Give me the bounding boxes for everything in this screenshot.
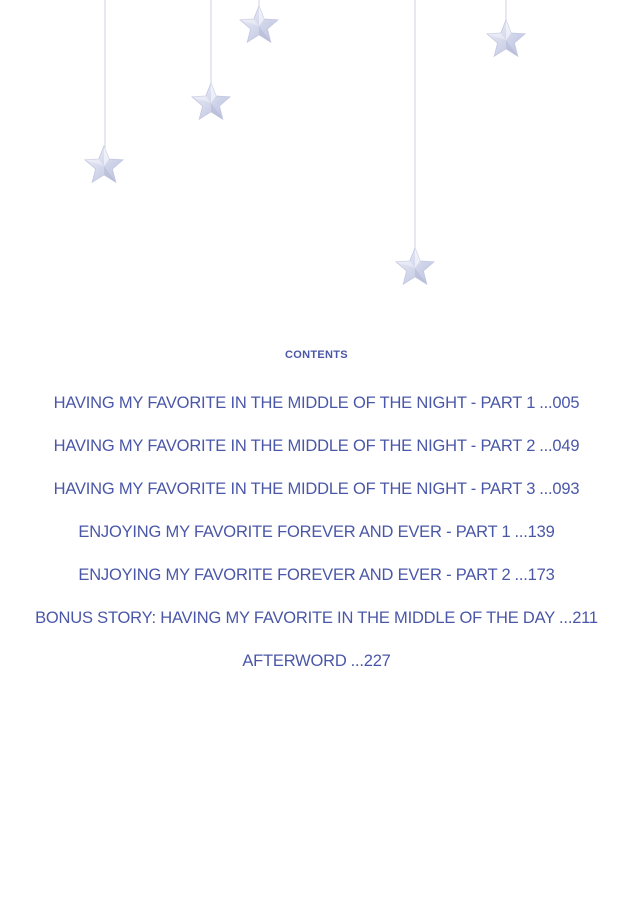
toc-entry-title: HAVING MY FAVORITE IN THE MIDDLE OF THE NIGHT - PART 1 — [53, 394, 536, 412]
star-icon — [85, 146, 123, 182]
toc-entry-page: ...005 — [539, 394, 580, 412]
toc-entry-page: ...227 — [350, 652, 391, 670]
toc-entry[interactable] — [0, 477, 633, 520]
toc-entry-title: AFTERWORD — [242, 652, 347, 670]
hanging-stars-decoration — [0, 0, 633, 300]
toc-entry[interactable] — [0, 434, 633, 477]
toc-entry-title: HAVING MY FAVORITE IN THE MIDDLE OF THE NIGHT - PART 3 — [53, 480, 536, 498]
table-of-contents — [0, 391, 633, 692]
star-icon — [487, 20, 525, 56]
toc-entry[interactable] — [0, 563, 633, 606]
toc-entry-title: ENJOYING MY FAVORITE FOREVER AND EVER - PART 2 — [78, 566, 511, 584]
toc-entry-page: ...139 — [514, 523, 555, 541]
toc-entry-title: HAVING MY FAVORITE IN THE MIDDLE OF THE NIGHT - PART 2 — [53, 437, 536, 455]
toc-entry[interactable] — [0, 520, 633, 563]
contents-heading: CONTENTS — [285, 349, 348, 361]
toc-entry[interactable] — [0, 391, 633, 434]
toc-entry-page: ...049 — [539, 437, 580, 455]
toc-entry-page: ...093 — [539, 480, 580, 498]
toc-entry[interactable] — [0, 606, 633, 649]
toc-entry-page: ...173 — [514, 566, 555, 584]
star-icon — [240, 6, 278, 42]
star-icon — [396, 248, 434, 284]
toc-entry-page: ...211 — [559, 609, 598, 627]
star-icon — [192, 83, 230, 119]
toc-entry-title: BONUS STORY: HAVING MY FAVORITE IN THE MIDDLE OF THE DAY — [35, 609, 556, 627]
toc-entry-title: ENJOYING MY FAVORITE FOREVER AND EVER - PART 1 — [78, 523, 511, 541]
toc-entry[interactable] — [0, 649, 633, 692]
